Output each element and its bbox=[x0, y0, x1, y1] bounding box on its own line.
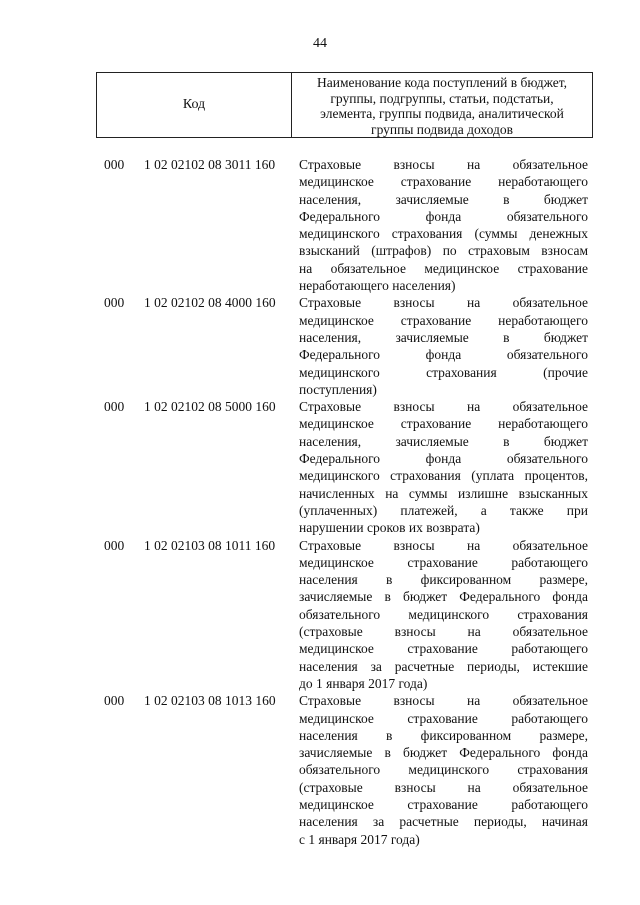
description-line: Страховые взносы на обязательное bbox=[299, 537, 588, 553]
description-line: населения за расчетные периоды, истекшие bbox=[299, 658, 588, 674]
description-line: Федерального фонда обязательного bbox=[299, 347, 588, 363]
header-name-line: группы подвида доходов bbox=[371, 121, 513, 137]
description-line: Страховые взносы на обязательное bbox=[299, 295, 588, 311]
description-line: обязательного медицинского страхования bbox=[299, 762, 588, 778]
description-line: неработающего населения) bbox=[299, 278, 456, 294]
row-code: 1 02 02102 08 3011 160 bbox=[144, 157, 276, 172]
row-prefix: 000 bbox=[104, 693, 125, 709]
description-line: Федерального фонда обязательного bbox=[299, 451, 588, 467]
row-code: 1 02 02103 08 1013 160 bbox=[144, 693, 276, 709]
table-row bbox=[0, 156, 640, 294]
page-number: 44 bbox=[313, 36, 327, 51]
description-line: медицинское страхование работающего bbox=[299, 710, 588, 726]
description-line: поступления) bbox=[299, 381, 377, 397]
row-prefix: 000 bbox=[104, 399, 125, 415]
row-code: 1 02 02102 08 4000 160 bbox=[144, 295, 276, 311]
row-prefix: 000 bbox=[104, 157, 125, 172]
description-line: медицинское страхование работающего bbox=[299, 554, 588, 570]
header-name-line: группы, подгруппы, статьи, подстатьи, bbox=[330, 90, 554, 106]
header-name-line: Наименование кода поступлений в бюджет, bbox=[316, 75, 567, 90]
table-row bbox=[0, 294, 640, 398]
row-description bbox=[299, 398, 588, 536]
description-line: до 1 января 2017 года) bbox=[299, 675, 428, 691]
description-line: с 1 января 2017 года) bbox=[299, 831, 420, 847]
row-description bbox=[299, 294, 588, 398]
description-line: (уплаченных) платежей, а также при bbox=[299, 502, 588, 518]
description-line: (страховые взносы на обязательное bbox=[299, 624, 588, 640]
description-line: населения в фиксированном размере, bbox=[299, 727, 588, 743]
description-line: нарушении сроков их возврата) bbox=[299, 520, 480, 536]
description-line: (страховые взносы на обязательное bbox=[299, 779, 588, 795]
description-line: медицинское страхование работающего bbox=[299, 641, 588, 657]
description-line: населения в фиксированном размере, bbox=[299, 572, 588, 588]
row-prefix: 000 bbox=[104, 537, 125, 553]
description-line: медицинского страхования (уплата процентов, bbox=[299, 468, 588, 484]
table-row bbox=[0, 398, 640, 536]
description-line: Федерального фонда обязательного bbox=[299, 208, 588, 224]
code-rows bbox=[0, 156, 640, 848]
description-line: медицинское страхование неработающего bbox=[299, 312, 588, 328]
row-code: 1 02 02103 08 1011 160 bbox=[144, 537, 276, 553]
description-line: обязательного медицинского страхования bbox=[299, 606, 588, 622]
description-line: зачисляемые в бюджет Федерального фонда bbox=[299, 589, 588, 605]
description-line: начисленных на суммы излишне взысканных bbox=[299, 485, 588, 501]
description-line: взысканий (штрафов) по страховым взносам bbox=[299, 243, 588, 259]
row-description bbox=[299, 692, 588, 848]
description-line: медицинское страхование неработающего bbox=[299, 416, 588, 432]
description-line: населения за расчетные периоды, начиная bbox=[299, 814, 588, 830]
row-description bbox=[299, 537, 588, 693]
header-name-label bbox=[292, 73, 592, 137]
table-row bbox=[0, 692, 640, 848]
description-line: на обязательное медицинское страхование bbox=[299, 260, 588, 276]
header-name-line: элемента, группы подвида, аналитической bbox=[320, 106, 564, 121]
description-line: населения, зачисляемые в бюджет bbox=[299, 329, 588, 345]
description-line: медицинского страхования (суммы денежных bbox=[299, 226, 588, 242]
table-row bbox=[0, 537, 640, 693]
description-line: медицинское страхование работающего bbox=[299, 796, 588, 812]
description-line: Страховые взносы на обязательное bbox=[299, 399, 588, 415]
description-line: медицинского страхования (прочие bbox=[299, 364, 588, 380]
description-line: медицинское страхование неработающего bbox=[299, 174, 588, 190]
description-line: населения, зачисляемые в бюджет bbox=[299, 191, 588, 207]
description-line: Страховые взносы на обязательное bbox=[299, 693, 588, 709]
description-line: населения, зачисляемые в бюджет bbox=[299, 433, 588, 449]
header-code-label: Код bbox=[97, 73, 292, 137]
description-line: зачисляемые в бюджет Федерального фонда bbox=[299, 745, 588, 761]
table-header bbox=[96, 72, 593, 138]
row-description bbox=[299, 156, 588, 294]
row-prefix: 000 bbox=[104, 295, 125, 311]
description-line: Страховые взносы на обязательное bbox=[299, 157, 588, 172]
row-code: 1 02 02102 08 5000 160 bbox=[144, 399, 276, 415]
